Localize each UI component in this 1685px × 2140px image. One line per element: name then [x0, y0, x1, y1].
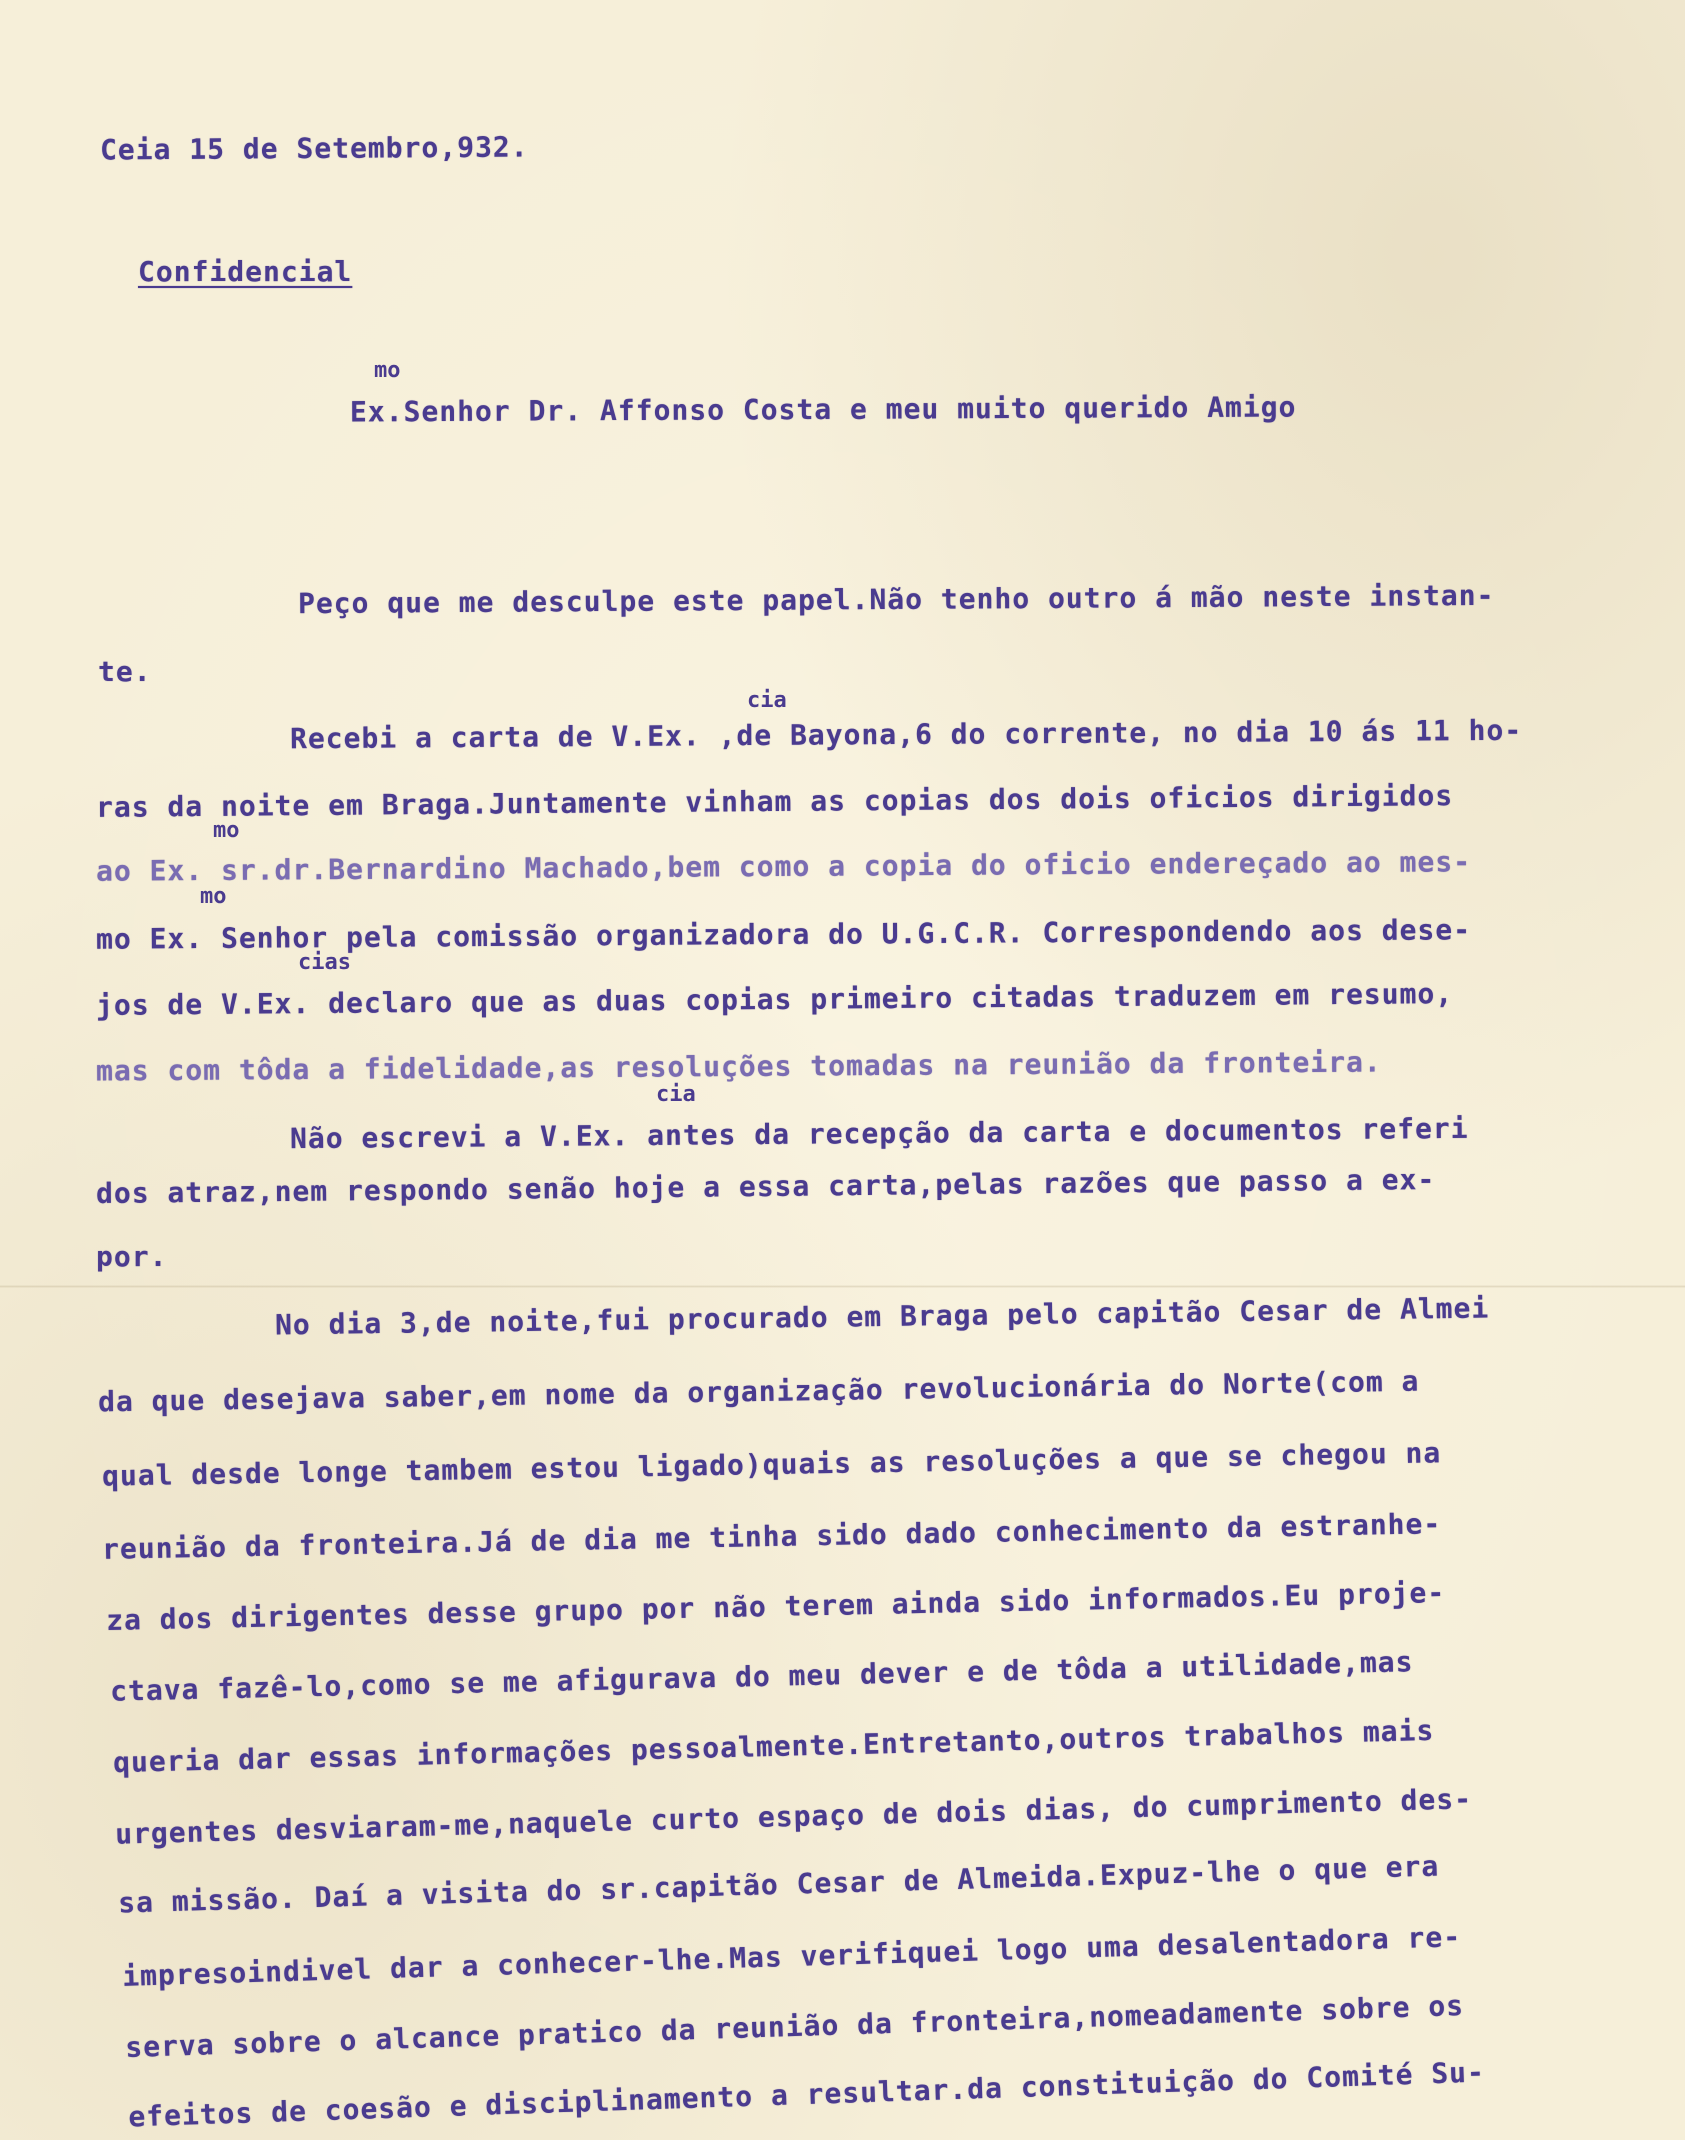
- superscript-cia: cia: [747, 688, 787, 713]
- body-line: za dos dirigentes desse grupo por não terem ainda sido informados.Eu proje-: [105, 1575, 1446, 1638]
- paper-fold: [0, 1285, 1685, 1288]
- superscript-mo: mo: [213, 818, 240, 843]
- body-line: Recebi a carta de V.Ex. ,de Bayona,6 do corrente, no dia 10 ás 11 ho-: [289, 713, 1523, 756]
- body-line: qual desde longe tambem estou ligado)quais as resoluções a que se chegou na: [101, 1436, 1442, 1493]
- body-line: Peço que me desculpe este papel.Não tenho outro á mão neste instan-: [297, 578, 1495, 621]
- body-line: mo Ex. Senhor pela comissão organizadora do U.G.C.R. Correspondendo aos dese-: [95, 913, 1472, 956]
- body-line: jos de V.Ex. declaro que as duas copias primeiro citadas traduzem em resumo,: [95, 977, 1454, 1022]
- body-line: Não escrevi a V.Ex. antes da recepção da carta e documentos referi: [289, 1111, 1469, 1156]
- body-line: dos atraz,nem respondo senão hoje a essa carta,pelas razões que passo a ex-: [95, 1162, 1436, 1211]
- body-line: mas com tôda a fidelidade,as resoluções tomadas na reunião da fronteira.: [95, 1045, 1382, 1088]
- superscript-cia: cia: [656, 1082, 696, 1107]
- body-line: urgentes desviaram-me,naquele curto espaço de dois dias, do cumprimento des-: [114, 1782, 1473, 1851]
- body-line: impresoindivel dar a conhecer-lhe.Mas verifiquei logo uma desalentadora re-: [121, 1920, 1462, 1993]
- body-line: serva sobre o alcance pratico da reunião da fronteira,nomeadamente sobre os: [124, 1988, 1465, 2065]
- body-line: reunião da fronteira.Já de dia me tinha sido dado conhecimento da estranhe-: [101, 1507, 1442, 1566]
- salutation-superscript: mo: [374, 358, 401, 383]
- superscript-mo: mo: [200, 884, 227, 909]
- body-line: te.: [98, 655, 152, 688]
- body-line: da que desejava saber,em nome da organização revolucionária do Norte(com a: [97, 1364, 1420, 1419]
- body-line: efeitos de coesão e disciplinamento a resultar.da constituição do Comité Su-: [127, 2055, 1486, 2134]
- body-line: No dia 3,de noite,fui procurado em Braga pelo capitão Cesar de Almei: [274, 1291, 1490, 1342]
- superscript-cias: cias: [298, 950, 351, 975]
- body-line: sa missão. Daí a visita do sr.capitão Cesar de Almeida.Expuz-lhe o que era: [117, 1849, 1440, 1920]
- body-line: ras da noite em Braga.Juntamente vinham as copias dos dois oficios dirigidos: [95, 779, 1454, 824]
- body-line: ao Ex. sr.dr.Bernardino Machado,bem como a copia do oficio endereçado ao mes-: [95, 845, 1472, 888]
- body-line: por.: [96, 1240, 168, 1273]
- salutation: Ex.Senhor Dr. Affonso Costa e meu muito querido Amigo: [349, 390, 1297, 429]
- confidential-heading: Confidencial: [138, 255, 353, 288]
- letter-date: Ceia 15 de Setembro,932.: [99, 130, 529, 167]
- body-line: queria dar essas informações pessoalmente.Entretanto,outros trabalhos mais: [112, 1713, 1435, 1780]
- body-line: ctava fazê-lo,como se me afigurava do meu dever e de tôda a utilidade,mas: [109, 1645, 1414, 1708]
